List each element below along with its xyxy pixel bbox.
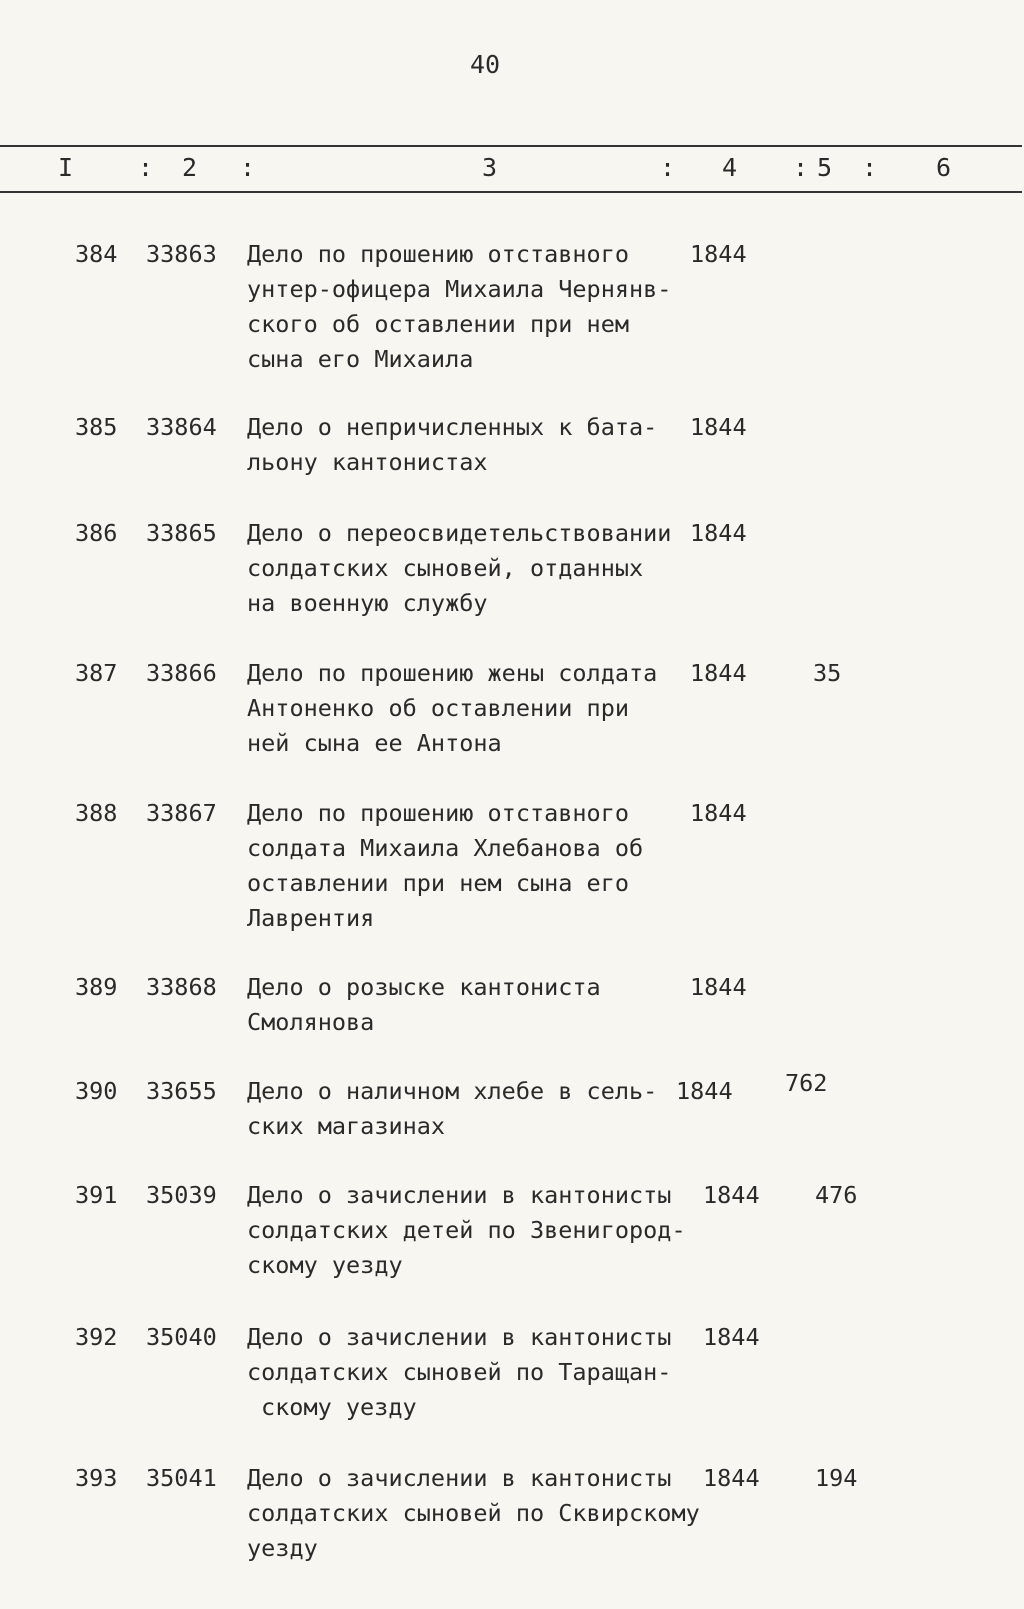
case-pages: 476 — [815, 1181, 858, 1209]
case-title-line: Лаврентия — [247, 904, 375, 932]
case-code: 33866 — [146, 659, 217, 687]
case-title-line: Дело о зачислении в кантонисты — [247, 1181, 672, 1209]
case-title — [247, 1178, 686, 1283]
case-title — [247, 656, 657, 761]
case-title-line: унтер-офицера Михаила Чернянв- — [247, 275, 672, 303]
case-title — [247, 516, 671, 621]
row-number: 389 — [75, 973, 118, 1001]
case-code: 33865 — [146, 519, 217, 547]
case-title-line: солдатских сыновей по Таращан- — [247, 1358, 672, 1386]
case-year: 1844 — [703, 1323, 760, 1351]
row-number: 386 — [75, 519, 118, 547]
case-title-line: ского об оставлении при нем — [247, 310, 630, 338]
case-title-line: Дело по прошению отставного — [247, 799, 630, 827]
row-number: 390 — [75, 1077, 118, 1105]
row-number: 391 — [75, 1181, 118, 1209]
case-code: 33863 — [146, 240, 217, 268]
header-separator: : — [793, 153, 809, 182]
case-year: 1844 — [690, 659, 747, 687]
case-title-line: Дело о переосвидетельствовании — [247, 519, 672, 547]
header-separator: : — [660, 153, 676, 182]
case-pages: 35 — [813, 659, 842, 687]
header-separator: : — [240, 153, 256, 182]
case-year: 1844 — [690, 240, 747, 268]
case-title — [247, 410, 657, 480]
header-separator: : — [138, 153, 154, 182]
case-title-line: солдатских сыновей по Сквирскому — [247, 1499, 700, 1527]
case-title — [247, 970, 601, 1040]
case-code: 33867 — [146, 799, 217, 827]
case-code: 35040 — [146, 1323, 217, 1351]
case-year: 1844 — [690, 519, 747, 547]
case-title-line: солдатских сыновей, отданных — [247, 554, 644, 582]
case-title-line: оставлении при нем сына его — [247, 869, 630, 897]
case-title-line: ней сына ее Антона — [247, 729, 502, 757]
case-title-line: сына его Михаила — [247, 345, 474, 373]
case-title-line: Дело по прошению отставного — [247, 240, 630, 268]
case-year: 1844 — [690, 799, 747, 827]
case-title — [247, 1320, 671, 1425]
case-code: 33868 — [146, 973, 217, 1001]
row-number: 385 — [75, 413, 118, 441]
row-number: 388 — [75, 799, 118, 827]
case-pages: 762 — [785, 1069, 828, 1097]
case-year: 1844 — [703, 1181, 760, 1209]
header-col-3: 3 — [482, 153, 498, 182]
case-title-line: ских магазинах — [247, 1112, 446, 1140]
row-number: 392 — [75, 1323, 118, 1351]
case-title-line: Дело о наличном хлебе в сель- — [247, 1077, 658, 1105]
case-title-line: Дело о непричисленных к бата- — [247, 413, 658, 441]
case-code: 33655 — [146, 1077, 217, 1105]
header-bottom-rule — [0, 191, 1022, 193]
header-top-rule — [0, 145, 1022, 147]
page-number: 40 — [470, 50, 501, 79]
case-title-line: льону кантонистах — [247, 448, 488, 476]
case-title-line: Антоненко об оставлении при — [247, 694, 630, 722]
case-year: 1844 — [690, 413, 747, 441]
case-title-line: Дело о зачислении в кантонисты — [247, 1464, 672, 1492]
case-title-line: Дело о зачислении в кантонисты — [247, 1323, 672, 1351]
case-title-line: скому уезду — [261, 1393, 417, 1421]
row-number: 384 — [75, 240, 118, 268]
case-code: 35041 — [146, 1464, 217, 1492]
case-title-line: скому уезду — [247, 1251, 403, 1279]
header-separator: : — [862, 153, 878, 182]
case-title — [247, 1074, 657, 1144]
header-col-4: 4 — [722, 153, 738, 182]
case-year: 1844 — [703, 1464, 760, 1492]
case-title — [247, 796, 643, 936]
case-title-line: Смолянова — [247, 1008, 375, 1036]
case-title-line: уезду — [247, 1534, 318, 1562]
header-col-1: I — [58, 153, 74, 182]
case-title-line: Дело о розыске кантониста — [247, 973, 601, 1001]
case-title-line: солдатских детей по Звенигород- — [247, 1216, 686, 1244]
case-year: 1844 — [676, 1077, 733, 1105]
case-year: 1844 — [690, 973, 747, 1001]
row-number: 387 — [75, 659, 118, 687]
case-title-line: Дело по прошению жены солдата — [247, 659, 658, 687]
header-col-2: 2 — [182, 153, 198, 182]
case-code: 33864 — [146, 413, 217, 441]
case-code: 35039 — [146, 1181, 217, 1209]
row-number: 393 — [75, 1464, 118, 1492]
case-title-line: солдата Михаила Хлебанова об — [247, 834, 644, 862]
header-col-6: 6 — [936, 153, 952, 182]
case-title — [247, 1461, 700, 1566]
header-col-5: 5 — [817, 153, 833, 182]
case-pages: 194 — [815, 1464, 858, 1492]
case-title — [247, 237, 671, 377]
case-title-line: на военную службу — [247, 589, 488, 617]
